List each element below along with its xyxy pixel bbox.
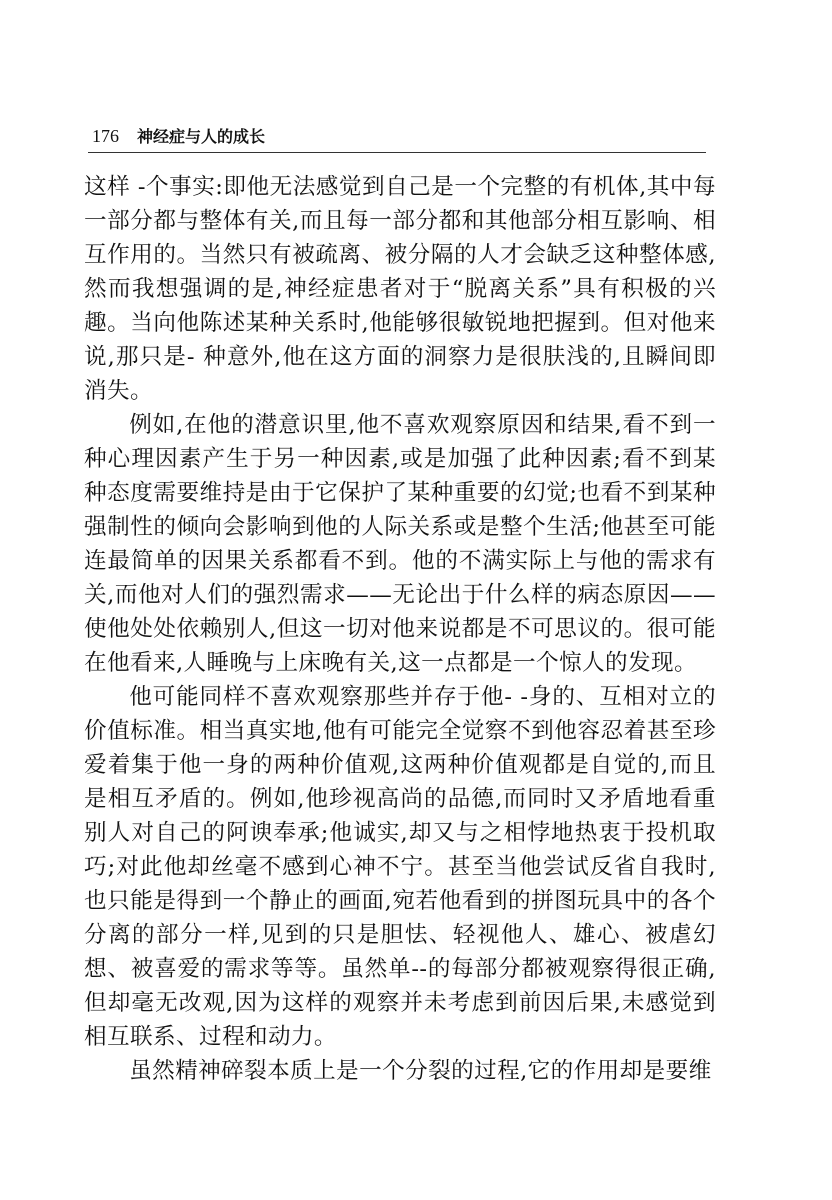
body-text bbox=[84, 170, 716, 1088]
header-rule bbox=[88, 152, 706, 153]
paragraph-1: 这样 -个事实:即他无法感觉到自己是一个完整的有机体,其中每一部分都与整体有关,而且每一部分都和其他部分相互影响、相互作用的。当然只有被疏离、被分隔的人才会缺乏这种整体感,然而我想强调的是,神经症患者对于“脱离关系”具有积极的兴趣。当向他陈述某种关系时,他能够很敏锐地把握到。但对他来说,那只是- 种意外,他在这方面的洞察力是很肤浅的,且瞬间即消失。 bbox=[84, 174, 716, 404]
book-title: 神经症与人的成长 bbox=[137, 127, 266, 146]
paragraph-2: 例如,在他的潜意识里,他不喜欢观察原因和结果,看不到一种心理因素产生于另一种因素,或是加强了此种因素;看不到某种态度需要维持是由于它保护了某种重要的幻觉;也看不到某种强制性的倾向会影响到他的人际关系或是整个生活;他甚至可能连最简单的因果关系都看不到。他的不满实际上与他的需求有关,而他对人们的强烈需求——无论出于什么样的病态原因——使他处处依赖别人,但这一切对他来说都是不可思议的。很可能在他看来,人睡晚与上床晚有关,这一点都是一个惊人的发现。 bbox=[84, 412, 716, 676]
paragraph-4: 虽然精神碎裂本质上是一个分裂的过程,它的作用却是要维 bbox=[129, 1058, 712, 1084]
running-head bbox=[92, 124, 265, 148]
page-number: 176 bbox=[92, 126, 119, 146]
paragraph-3: 他可能同样不喜欢观察那些并存于他- -身的、互相对立的价值标准。相当真实地,他有可能完全觉察不到他容忍着甚至珍爱着集于他一身的两种价值观,这两种价值观都是自觉的,而且是相互矛盾的。例如,他珍视高尚的品德,而同时又矛盾地看重别人对自己的阿谀奉承;他诚实,却又与之相悖地热衷于投机取巧;对此他却丝毫不感到心神不宁。甚至当他尝试反省自我时,也只能是得到一个静止的画面,宛若他看到的拼图玩具中的各个分离的部分一样,见到的只是胆怯、轻视他人、雄心、被虐幻想、被喜爱的需求等等。虽然单--的每部分都被观察得很正确,但却毫无改观,因为这样的观察并未考虑到前因后果,未感觉到相互联系、过程和动力。 bbox=[84, 684, 716, 1050]
